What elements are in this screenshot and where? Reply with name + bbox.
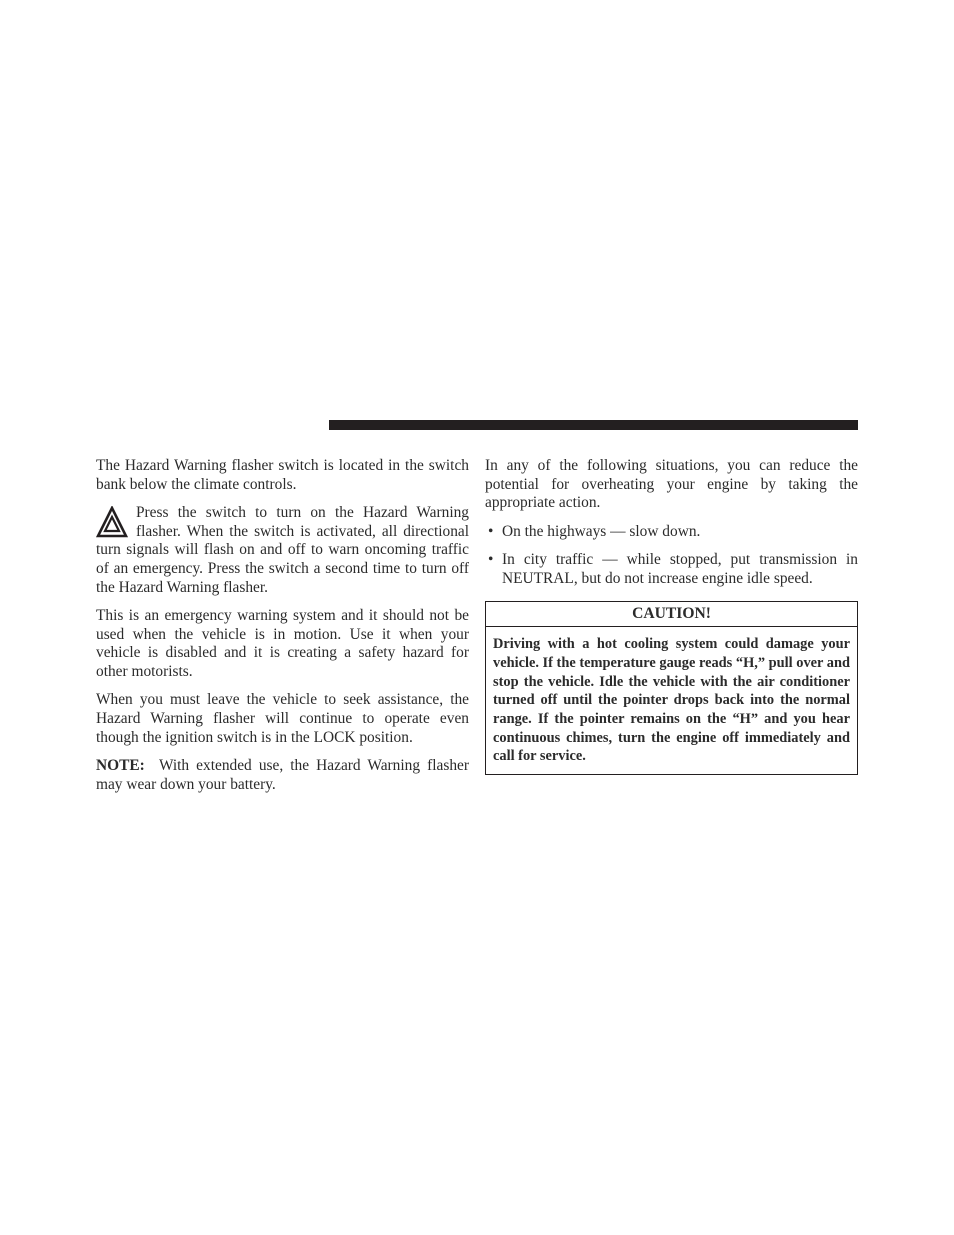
list-item-text: On the highways — slow down. xyxy=(502,522,701,540)
caution-title: CAUTION! xyxy=(486,602,857,627)
list-item xyxy=(485,551,858,588)
overheating-intro-paragraph: In any of the following situations, you can reduce the potential for overheating your engine by taking the appropriate action. xyxy=(485,457,858,512)
note-text: With extended use, the Hazard Warning flasher may wear down your battery. xyxy=(96,756,469,793)
caution-body: Driving with a hot cooling system could damage your vehicle. If the temperature gauge reads “H,” pull over and stop the vehicle. Idle the vehicle with the air conditioner turned off until the pointer drops back into the normal range. If the pointer remains on the “H” and you hear continuous chimes, turn the engine off immediately and call for service. xyxy=(493,636,850,765)
emergency-system-paragraph: This is an emergency warning system and it should not be used when the vehicle is in motion. Use it when your vehicle is disabled and it is creating a safety hazard for other motorists. xyxy=(96,606,469,681)
battery-note-paragraph xyxy=(96,757,469,794)
section-header-bar xyxy=(329,420,858,430)
bullet-icon: • xyxy=(488,522,494,540)
hazard-switch-location-paragraph: The Hazard Warning flasher switch is located in the switch bank below the climate controls. xyxy=(96,457,469,493)
hazard-operation-paragraph xyxy=(96,504,469,598)
hazard-operation-text: Press the switch to turn on the Hazard Warning flasher. When the switch is activated, all directional turn signals will flash on and off to warn oncoming traffic of an emergency. Press the switch a second time to turn off the Hazard Warning flasher. xyxy=(96,503,469,596)
list-item-text: In city traffic — while stopped, put transmission in NEUTRAL, but do not increase engine idle speed. xyxy=(502,550,858,587)
hazard-triangle-icon xyxy=(96,506,128,540)
note-label: NOTE: xyxy=(96,756,145,774)
overheating-actions-list xyxy=(485,523,858,589)
bullet-icon: • xyxy=(488,550,494,568)
leave-vehicle-paragraph: When you must leave the vehicle to seek assistance, the Hazard Warning flasher will continue to operate even though the ignition switch is in the LOCK position. xyxy=(96,691,469,746)
caution-box xyxy=(485,601,858,775)
right-column xyxy=(485,457,858,775)
left-column xyxy=(96,457,469,804)
list-item xyxy=(485,523,858,542)
